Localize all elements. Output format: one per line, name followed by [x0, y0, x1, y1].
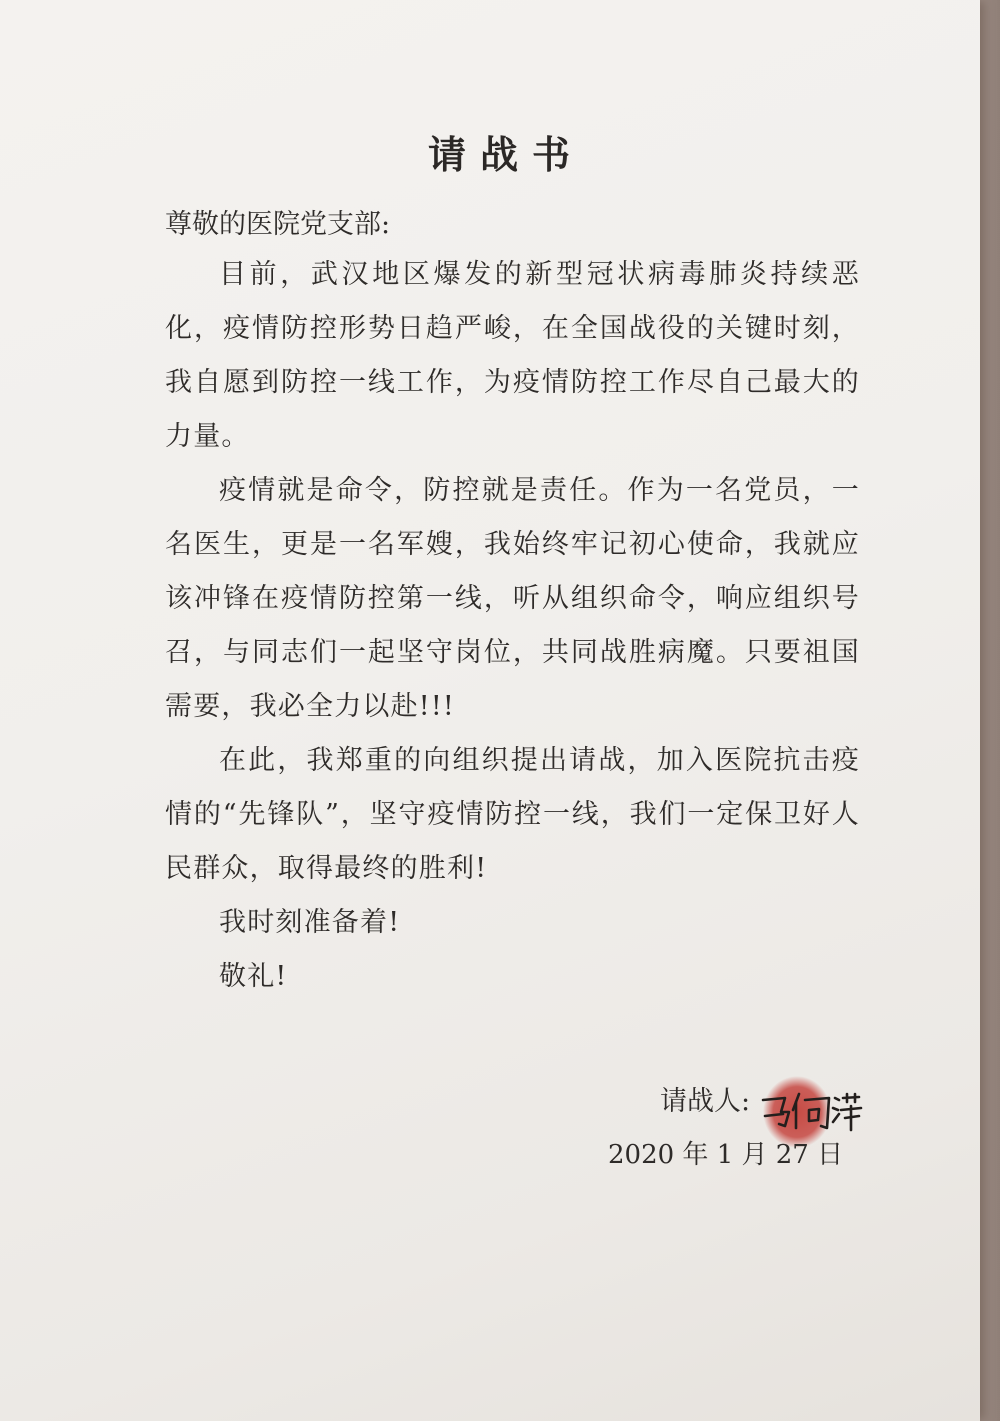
paragraph-5: 敬礼! [219, 961, 288, 992]
paragraph-4: 我时刻准备着! [219, 907, 401, 938]
paragraph-1: 目前，武汉地区爆发的新型冠状病毒肺炎持续恶化，疫情防控形势日趋严峻，在全国战役的关键时刻，我自愿到防控一线工作，为疫情防控工作尽自己最大的力量。 [165, 259, 860, 452]
letter-body [165, 248, 860, 1004]
letter-salutation: 尊敬的医院党支部: [165, 209, 391, 240]
paragraph-2: 疫情就是命令，防控就是责任。作为一名党员，一名医生，更是一名军嫂，我始终牢记初心使命，我就应该冲锋在疫情防控第一线，听从组织命令，响应组织号召，与同志们一起坚守岗位，共同战胜病魔。只要祖国需要，我必全力以赴!!! [165, 475, 860, 722]
letter-title: 请战书 [427, 132, 584, 177]
signer-label: 请战人: [660, 1086, 751, 1117]
letter-date: 2020 年 1 月 27 日 [608, 1140, 844, 1170]
paragraph-3: 在此，我郑重的向组织提出请战，加入医院抗击疫情的“先锋队”，坚守疫情防控一线，我们一定保卫好人民群众，取得最终的胜利! [165, 745, 860, 884]
